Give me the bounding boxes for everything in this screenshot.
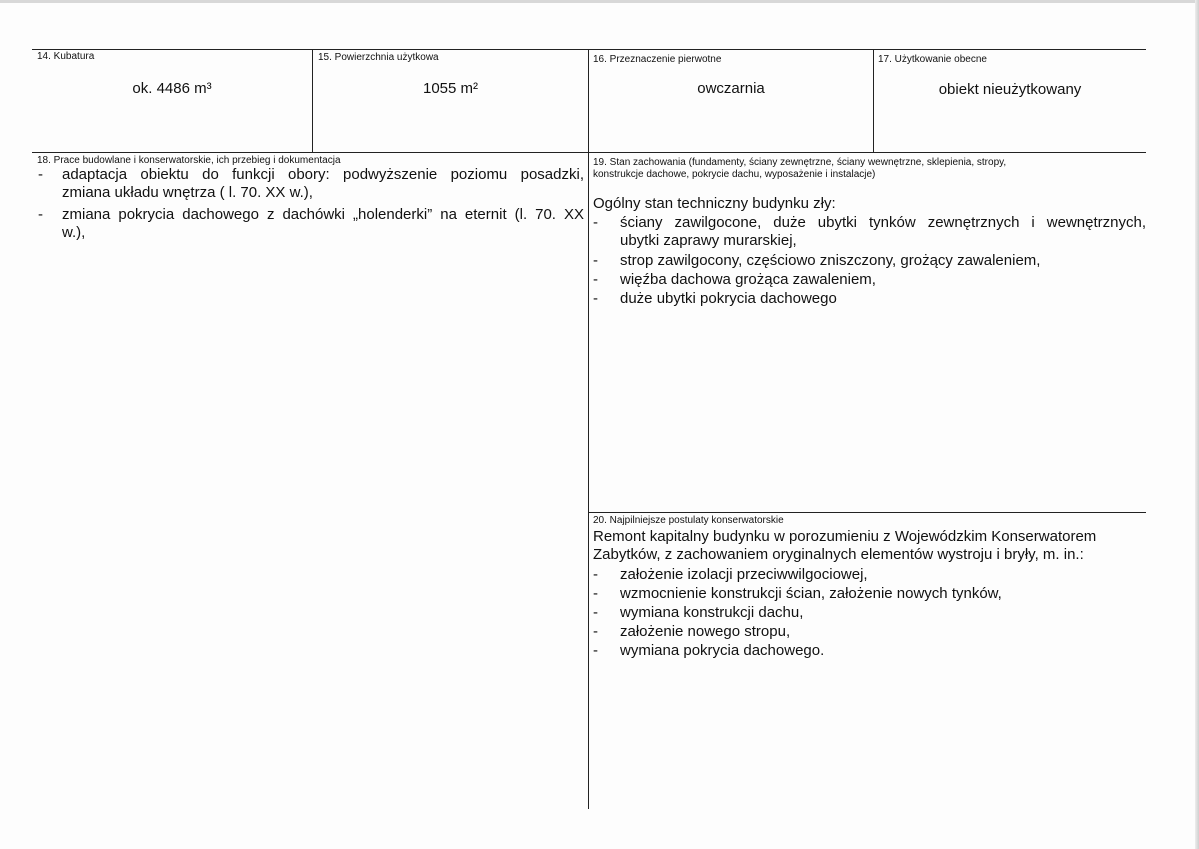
list-item-continuation: w.), — [62, 224, 86, 241]
uzytkowanie-value: obiekt nieużytkowany — [938, 81, 1082, 98]
postulaty-intro-continuation: Zabytków, z zachowaniem oryginalnych elementów wystroju i bryły, m. in.: — [593, 546, 1084, 563]
list-bullet: - — [593, 642, 598, 659]
list-item: założenie izolacji przeciwwilgociowej, — [620, 566, 868, 583]
list-item: duże ubytki pokrycia dachowego — [620, 290, 837, 307]
list-item: ściany zawilgocone, duże ubytki tynków zewnętrznych i wewnętrznych, — [620, 214, 1146, 231]
scan-edge — [0, 0, 1199, 3]
stan-intro: Ogólny stan techniczny budynku zły: — [593, 195, 836, 212]
powierzchnia-label: 15. Powierzchnia użytkowa — [318, 52, 439, 63]
column-divider-main — [588, 49, 589, 809]
list-bullet: - — [38, 206, 43, 223]
list-bullet: - — [593, 252, 598, 269]
list-bullet: - — [593, 585, 598, 602]
uzytkowanie-label: 17. Użytkowanie obecne — [878, 54, 987, 65]
row-divider-rule — [32, 152, 1146, 153]
prace-label: 18. Prace budowlane i konserwatorskie, ich przebieg i dokumentacja — [37, 155, 341, 166]
przeznaczenie-value: owczarnia — [697, 80, 765, 97]
postulaty-label: 20. Najpilniejsze postulaty konserwatorskie — [593, 515, 784, 526]
list-item: założenie nowego stropu, — [620, 623, 791, 640]
list-item: więźba dachowa grożąca zawaleniem, — [620, 271, 876, 288]
postulaty-intro: Remont kapitalny budynku w porozumieniu z Wojewódzkim Konserwatorem — [593, 528, 1097, 545]
list-item: zmiana pokrycia dachowego z dachówki „holenderki” na eternit (l. 70. XX — [62, 206, 584, 223]
kubatura-value: ok. 4486 m³ — [132, 80, 212, 97]
list-item-continuation: zmiana układu wnętrza ( l. 70. XX w.), — [62, 184, 313, 201]
list-item: wymiana pokrycia dachowego. — [620, 642, 825, 659]
stan-label-continuation: konstrukcje dachowe, pokrycie dachu, wyposażenie i instalacje) — [593, 169, 876, 180]
list-item: wymiana konstrukcji dachu, — [620, 604, 804, 621]
list-bullet: - — [593, 290, 598, 307]
section-20-rule — [588, 512, 1146, 513]
column-divider-14-15 — [312, 49, 313, 153]
list-item: wzmocnienie konstrukcji ścian, założenie nowych tynków, — [620, 585, 1002, 602]
list-bullet: - — [38, 166, 43, 183]
list-item-continuation: ubytki zaprawy murarskiej, — [620, 232, 797, 249]
column-divider-16-17 — [873, 49, 874, 153]
table-top-rule — [32, 49, 1146, 50]
list-bullet: - — [593, 271, 598, 288]
powierzchnia-value: 1055 m² — [422, 80, 479, 97]
list-bullet: - — [593, 623, 598, 640]
stan-label: 19. Stan zachowania (fundamenty, ściany zewnętrzne, ściany wewnętrzne, sklepienia, stropy, — [593, 157, 1007, 168]
list-item: adaptacja obiektu do funkcji obory: podwyższenie poziomu posadzki, — [62, 166, 584, 183]
list-bullet: - — [593, 566, 598, 583]
list-item: strop zawilgocony, częściowo zniszczony, grożący zawaleniem, — [620, 252, 1041, 269]
list-bullet: - — [593, 604, 598, 621]
scan-edge-right — [1195, 0, 1199, 849]
list-bullet: - — [593, 214, 598, 231]
przeznaczenie-label: 16. Przeznaczenie pierwotne — [593, 54, 722, 65]
kubatura-label: 14. Kubatura — [37, 51, 95, 62]
